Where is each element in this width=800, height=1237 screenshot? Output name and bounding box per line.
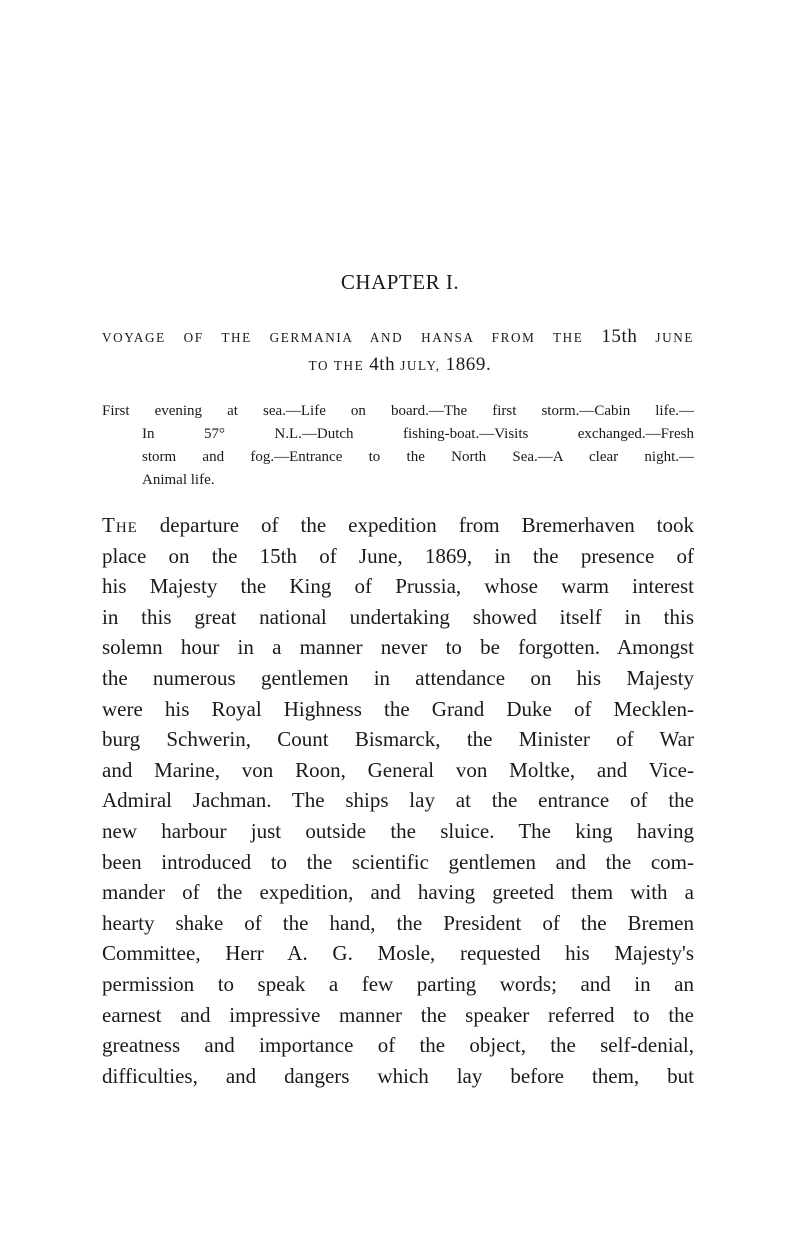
subtitle-text: JULY, — [400, 358, 441, 373]
body-line: new harbour just outside the sluice. The king having — [102, 818, 694, 843]
body-line: difficulties, and dangers which lay before them, but — [102, 1063, 694, 1088]
chapter-subtitle-line-1 — [102, 326, 694, 348]
body-line: and Marine, von Roon, General von Moltke, and Vice- — [102, 757, 694, 782]
lead-word: The — [102, 513, 138, 537]
subtitle-text: TO THE — [308, 358, 365, 373]
body-line: Admiral Jachman. The ships lay at the entrance of the — [102, 788, 694, 813]
body-line: Committee, Herr A. G. Mosle, requested his Majesty's — [102, 941, 694, 966]
chapter-summary — [102, 400, 694, 492]
body-line: his Majesty the King of Prussia, whose warm interest — [102, 574, 694, 599]
summary-line: First evening at sea.—Life on board.—The first storm.—Cabin life.— — [102, 403, 694, 419]
subtitle-date-day: 4th — [369, 354, 396, 375]
body-line: hearty shake of the hand, the President of the Bremen — [102, 910, 694, 935]
body-line: earnest and impressive manner the speaker referred to the — [102, 1002, 694, 1027]
body-line — [102, 510, 694, 541]
body-line-text: departure of the expedition from Bremerhaven took — [137, 513, 694, 537]
body-line: the numerous gentlemen in attendance on his Majesty — [102, 665, 694, 690]
body-line: been introduced to the scientific gentlemen and the com- — [102, 849, 694, 874]
body-line: in this great national undertaking showed itself in this — [102, 604, 694, 629]
chapter-subtitle-line-2 — [0, 354, 800, 376]
summary-line: In 57° N.L.—Dutch fishing-boat.—Visits exchanged.—Fresh — [142, 426, 694, 442]
chapter-heading: CHAPTER I. — [340, 270, 460, 294]
body-paragraph — [102, 510, 694, 1091]
body-line: were his Royal Highness the Grand Duke of Mecklen- — [102, 696, 694, 721]
body-line: place on the 15th of June, 1869, in the presence of — [102, 543, 694, 568]
subtitle-text: JUNE — [655, 330, 695, 345]
body-line: mander of the expedition, and having greeted them with a — [102, 880, 694, 905]
body-line: greatness and importance of the object, the self-denial, — [102, 1033, 694, 1058]
body-line: solemn hour in a manner never to be forgotten. Amongst — [102, 635, 694, 660]
subtitle-year: 1869. — [445, 354, 492, 375]
summary-line: storm and fog.—Entrance to the North Sea.—A clear night.— — [142, 449, 694, 465]
body-line: permission to speak a few parting words; and in an — [102, 971, 694, 996]
body-line: burg Schwerin, Count Bismarck, the Minister of War — [102, 727, 694, 752]
summary-line: Animal life. — [142, 472, 215, 488]
subtitle-text: VOYAGE OF THE GERMANIA AND HANSA FROM THE — [102, 330, 584, 345]
subtitle-date-day: 15th — [601, 326, 638, 347]
